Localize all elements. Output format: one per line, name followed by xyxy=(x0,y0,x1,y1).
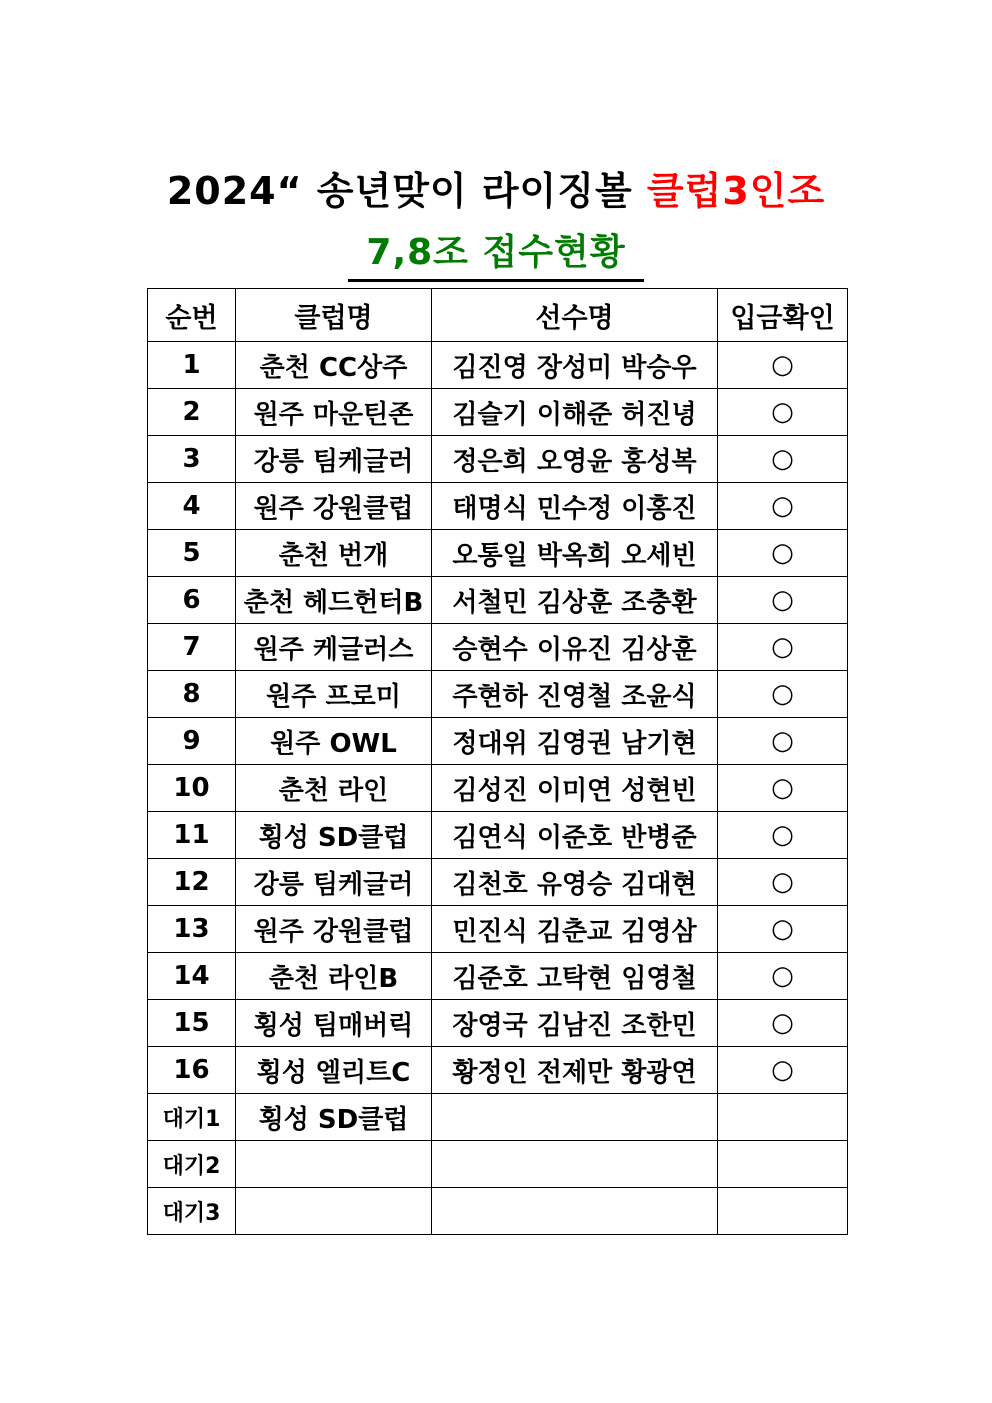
table-header-row xyxy=(148,289,848,342)
row-club: 원주 마운틴존 xyxy=(236,389,432,436)
row-payment-mark: ○ xyxy=(718,765,848,812)
row-club: 원주 케글러스 xyxy=(236,624,432,671)
table-row xyxy=(148,718,848,765)
row-payment-mark: ○ xyxy=(718,1047,848,1094)
row-payment-mark: ○ xyxy=(718,389,848,436)
row-seq: 7 xyxy=(148,624,236,671)
row-payment-mark: ○ xyxy=(718,859,848,906)
row-seq: 16 xyxy=(148,1047,236,1094)
header-seq: 순번 xyxy=(148,289,236,342)
table-row xyxy=(148,1000,848,1047)
row-payment-mark: ○ xyxy=(718,906,848,953)
row-club: 횡성 SD클럽 xyxy=(236,1094,432,1141)
row-club: 원주 강원클럽 xyxy=(236,483,432,530)
title-accent: 클럽3인조 xyxy=(646,169,826,213)
row-seq: 3 xyxy=(148,436,236,483)
table-row xyxy=(148,483,848,530)
row-payment-mark: ○ xyxy=(718,671,848,718)
row-club: 강릉 팀케글러 xyxy=(236,859,432,906)
row-seq: 8 xyxy=(148,671,236,718)
table-row xyxy=(148,436,848,483)
registration-table xyxy=(147,288,848,1235)
row-club: 춘천 번개 xyxy=(236,530,432,577)
row-players xyxy=(432,1141,718,1188)
row-players: 정대위 김영권 남기현 xyxy=(432,718,718,765)
table-row xyxy=(148,1047,848,1094)
row-players: 오통일 박옥희 오세빈 xyxy=(432,530,718,577)
row-players: 황정인 전제만 황광연 xyxy=(432,1047,718,1094)
row-club xyxy=(236,1188,432,1235)
row-payment-mark xyxy=(718,1141,848,1188)
table-row xyxy=(148,389,848,436)
document-subtitle: 7,8조 접수현황 xyxy=(348,224,643,282)
row-players: 장영국 김남진 조한민 xyxy=(432,1000,718,1047)
row-seq: 대기2 xyxy=(148,1141,236,1188)
row-seq: 10 xyxy=(148,765,236,812)
row-payment-mark: ○ xyxy=(718,1000,848,1047)
row-club: 강릉 팀케글러 xyxy=(236,436,432,483)
table-row xyxy=(148,953,848,1000)
table-row xyxy=(148,530,848,577)
row-payment-mark: ○ xyxy=(718,530,848,577)
row-club: 횡성 엘리트C xyxy=(236,1047,432,1094)
header-players: 선수명 xyxy=(432,289,718,342)
table-row xyxy=(148,1188,848,1235)
row-players: 승현수 이유진 김상훈 xyxy=(432,624,718,671)
row-club: 횡성 SD클럽 xyxy=(236,812,432,859)
row-players: 서철민 김상훈 조충환 xyxy=(432,577,718,624)
row-club: 횡성 팀매버릭 xyxy=(236,1000,432,1047)
table-row xyxy=(148,812,848,859)
table-row xyxy=(148,859,848,906)
row-club: 춘천 헤드헌터B xyxy=(236,577,432,624)
document-title xyxy=(0,160,992,215)
row-payment-mark xyxy=(718,1094,848,1141)
row-players: 주현하 진영철 조윤식 xyxy=(432,671,718,718)
row-players: 김진영 장성미 박승우 xyxy=(432,342,718,389)
row-payment-mark: ○ xyxy=(718,812,848,859)
row-seq: 13 xyxy=(148,906,236,953)
row-club: 원주 OWL xyxy=(236,718,432,765)
row-players: 김성진 이미연 성현빈 xyxy=(432,765,718,812)
row-club: 원주 프로미 xyxy=(236,671,432,718)
row-seq: 1 xyxy=(148,342,236,389)
row-seq: 4 xyxy=(148,483,236,530)
table-row xyxy=(148,765,848,812)
row-seq: 12 xyxy=(148,859,236,906)
row-seq: 대기3 xyxy=(148,1188,236,1235)
row-payment-mark: ○ xyxy=(718,718,848,765)
header-payment: 입금확인 xyxy=(718,289,848,342)
row-players xyxy=(432,1094,718,1141)
table-body xyxy=(148,342,848,1235)
row-payment-mark: ○ xyxy=(718,342,848,389)
row-players: 태명식 민수정 이홍진 xyxy=(432,483,718,530)
row-players: 김천호 유영승 김대현 xyxy=(432,859,718,906)
row-players: 김연식 이준호 반병준 xyxy=(432,812,718,859)
row-payment-mark: ○ xyxy=(718,436,848,483)
row-payment-mark: ○ xyxy=(718,624,848,671)
row-payment-mark: ○ xyxy=(718,577,848,624)
row-seq: 9 xyxy=(148,718,236,765)
row-seq: 6 xyxy=(148,577,236,624)
row-seq: 15 xyxy=(148,1000,236,1047)
row-payment-mark: ○ xyxy=(718,953,848,1000)
table-row xyxy=(148,671,848,718)
row-players: 김슬기 이해준 허진녕 xyxy=(432,389,718,436)
row-players: 김준호 고탁현 임영철 xyxy=(432,953,718,1000)
title-prefix: 2024“ 송년맞이 라이징볼 xyxy=(166,169,647,213)
table-row xyxy=(148,1094,848,1141)
row-club: 춘천 라인 xyxy=(236,765,432,812)
table-row xyxy=(148,906,848,953)
row-seq: 5 xyxy=(148,530,236,577)
header-club: 클럽명 xyxy=(236,289,432,342)
table-row xyxy=(148,342,848,389)
subtitle-wrap xyxy=(0,224,992,282)
row-payment-mark xyxy=(718,1188,848,1235)
row-club: 춘천 CC상주 xyxy=(236,342,432,389)
row-club: 춘천 라인B xyxy=(236,953,432,1000)
table-row xyxy=(148,624,848,671)
row-club: 원주 강원클럽 xyxy=(236,906,432,953)
table-row xyxy=(148,577,848,624)
table-row xyxy=(148,1141,848,1188)
row-payment-mark: ○ xyxy=(718,483,848,530)
row-players: 정은희 오영윤 홍성복 xyxy=(432,436,718,483)
row-players xyxy=(432,1188,718,1235)
row-seq: 11 xyxy=(148,812,236,859)
row-players: 민진식 김춘교 김영삼 xyxy=(432,906,718,953)
row-seq: 14 xyxy=(148,953,236,1000)
row-seq: 2 xyxy=(148,389,236,436)
row-seq: 대기1 xyxy=(148,1094,236,1141)
row-club xyxy=(236,1141,432,1188)
